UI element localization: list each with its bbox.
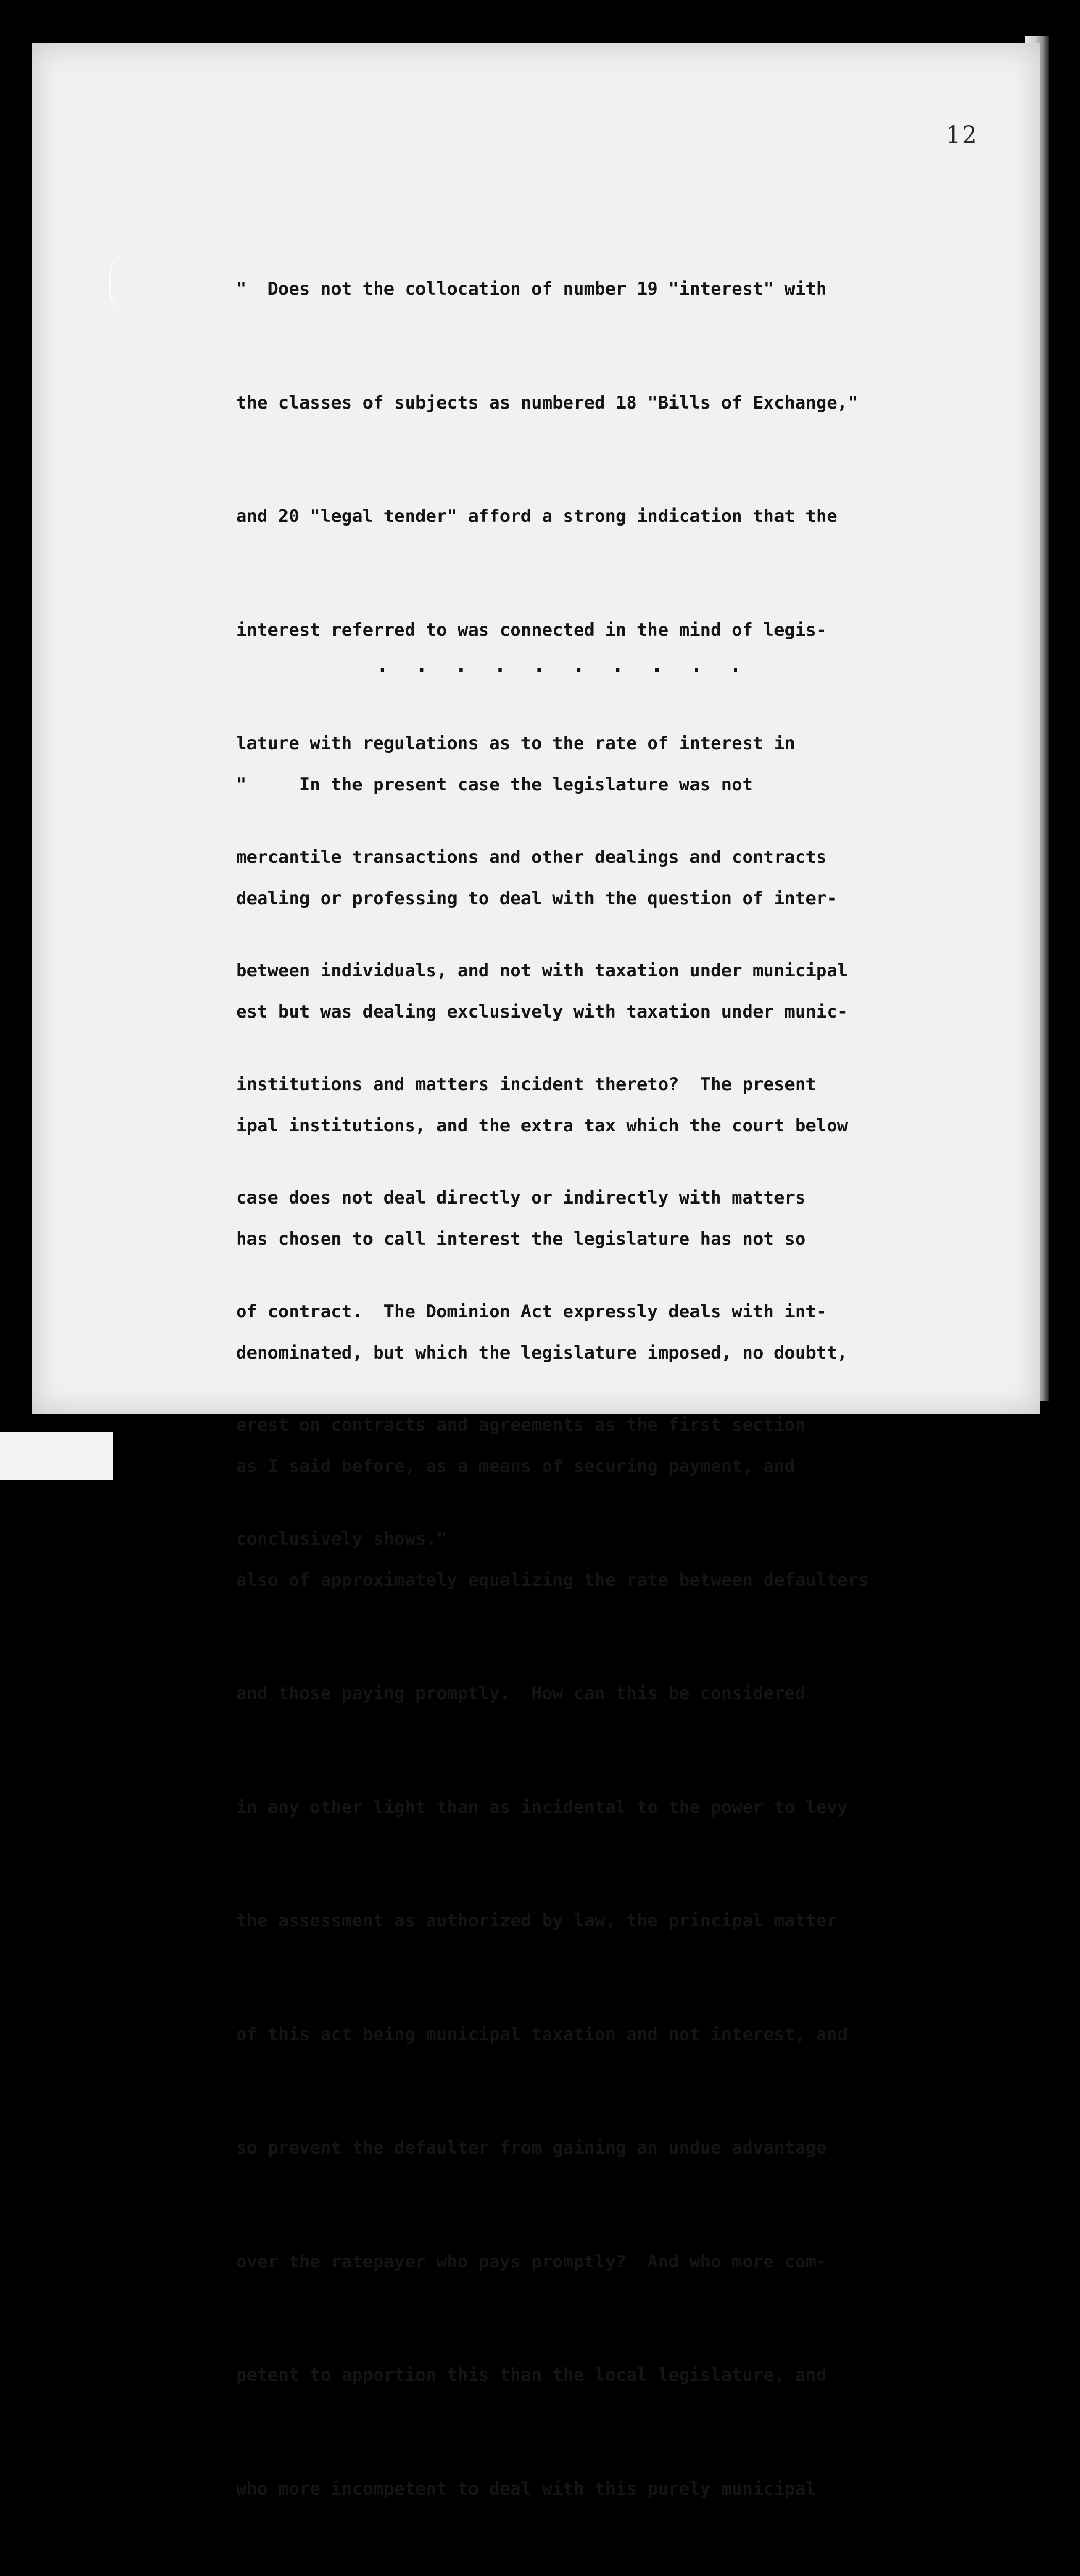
- text-line: ipal institutions, and the extra tax which the court below: [236, 1115, 848, 1136]
- text-line: lature with regulations as to the rate of interest in: [236, 733, 795, 754]
- text-line: of this act being municipal taxation and not interest, and: [236, 2024, 848, 2045]
- text-line: interest referred to was connected in the mind of legis-: [236, 619, 827, 640]
- film-frame-label: [0, 1432, 113, 1480]
- text-line: as I said before, as a means of securing payment, and: [236, 1456, 795, 1477]
- text-line: dealing or professing to deal with the question of inter-: [236, 888, 837, 909]
- text-line: the classes of subjects as numbered 18 "Bills of Exchange,": [236, 392, 858, 413]
- text-line: institutions and matters incident thereto? The present: [236, 1074, 816, 1095]
- text-line: petent to apportion this than the local legislature, and: [236, 2365, 827, 2385]
- text-line: erest on contracts and agreements as the first section: [236, 1415, 806, 1435]
- text-line: case does not deal directly or indirectly with matters: [236, 1188, 806, 1208]
- text-line: mercantile transactions and other dealings and contracts: [236, 846, 827, 868]
- text-line: conclusively shows.": [236, 1528, 447, 1549]
- text-line: est but was dealing exclusively with taxation under munic-: [236, 1002, 848, 1022]
- section-separator: . . . . . . . . . .: [376, 653, 749, 677]
- text-line: between individuals, and not with taxation under municipal: [236, 960, 848, 981]
- text-line: denominated, but which the legislature imposed, no doubtt,: [236, 1342, 848, 1363]
- text-line: of contract. The Dominion Act expressly deals with int-: [236, 1301, 827, 1322]
- text-line: over the ratepayer who pays promptly? And who more com-: [236, 2251, 827, 2272]
- text-line: " Does not the collocation of number 19 "interest" with: [236, 279, 827, 299]
- text-line: and those paying promptly. How can this be considered: [236, 1683, 806, 1704]
- text-line: " In the present case the legislature was not: [236, 774, 753, 795]
- text-line: in any other light than as incidental to the power to levy: [236, 1797, 848, 1818]
- text-line: and 20 "legal tender" afford a strong indication that the: [236, 506, 837, 527]
- text-line: so prevent the defaulter from gaining an undue advantage: [236, 2138, 827, 2158]
- text-line: also of approximately equalizing the rate between defaulters: [236, 1569, 869, 1590]
- page-number: 12: [946, 121, 978, 148]
- text-line: who more incompetent to deal with this purely municipal: [236, 2478, 816, 2499]
- page-smudge: [109, 255, 152, 311]
- text-line: the assessment as authorized by law, the principal matter: [236, 1910, 837, 1931]
- text-line: has chosen to call interest the legislature has not so: [236, 1229, 806, 1249]
- quote-paragraph-2: [236, 690, 993, 2576]
